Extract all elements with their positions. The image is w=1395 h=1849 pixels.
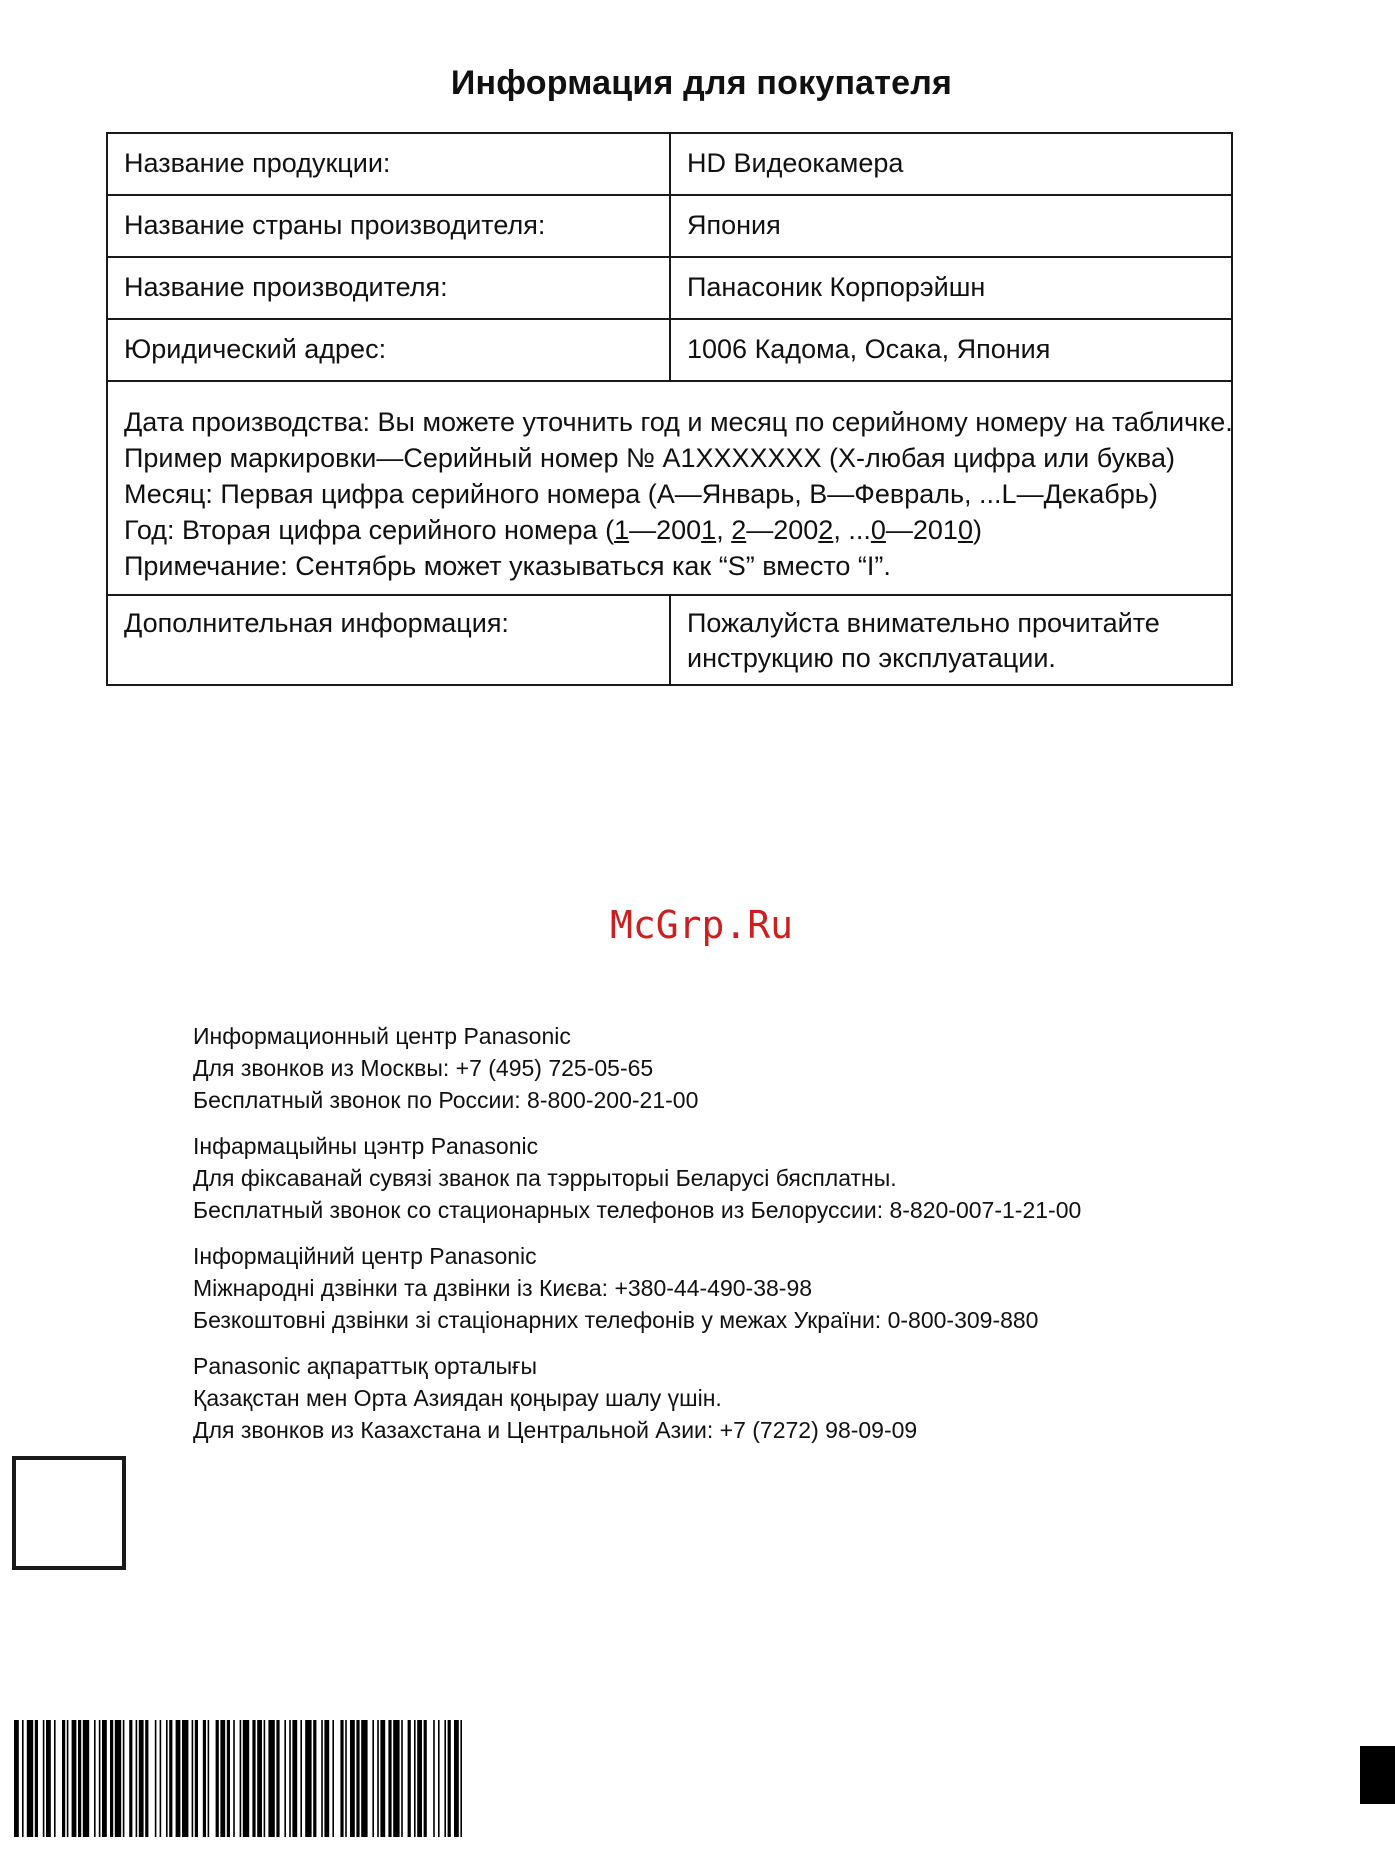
year-digit-underlined: 0 bbox=[957, 515, 973, 545]
barcode-bar bbox=[324, 1720, 329, 1837]
additional-value-line: Пожалуйста внимательно прочитайте bbox=[687, 608, 1160, 638]
barcode-bar bbox=[454, 1720, 459, 1837]
barcode-bar bbox=[305, 1720, 311, 1837]
barcode-bar bbox=[361, 1720, 367, 1837]
table-row bbox=[107, 133, 1232, 195]
barcode-bar bbox=[27, 1720, 33, 1837]
page-title: Информация для покупателя bbox=[450, 64, 953, 102]
barcode-bar bbox=[129, 1720, 132, 1837]
barcode-bar bbox=[276, 1720, 279, 1837]
barcode-bar bbox=[233, 1720, 235, 1837]
barcode-bar bbox=[292, 1720, 297, 1837]
year-line bbox=[124, 512, 1215, 548]
barcode-bar bbox=[401, 1720, 403, 1837]
contact-block-russia bbox=[193, 1020, 1081, 1116]
barcode-bar bbox=[155, 1720, 157, 1837]
barcode-bar bbox=[388, 1720, 391, 1837]
barcode-bar bbox=[414, 1720, 416, 1837]
barcode-bar bbox=[257, 1720, 262, 1837]
row-value: 1006 Кадома, Осака, Япония bbox=[670, 319, 1232, 381]
barcode-bar bbox=[102, 1720, 107, 1837]
barcode-bar bbox=[216, 1720, 219, 1837]
barcode-bar bbox=[166, 1720, 168, 1837]
year-text: —200 bbox=[746, 515, 819, 545]
barcode-bar bbox=[424, 1720, 427, 1837]
barcode-bar bbox=[227, 1720, 230, 1837]
watermark: McGrp.Ru bbox=[609, 903, 794, 947]
barcode-bar bbox=[433, 1720, 435, 1837]
barcode-bar bbox=[22, 1720, 24, 1837]
additional-value-line: инструкцию по эксплуатации. bbox=[687, 643, 1056, 674]
contact-line: Информационный центр Panasonic bbox=[193, 1023, 571, 1049]
barcode-bar bbox=[300, 1720, 302, 1837]
barcode-bar bbox=[145, 1720, 148, 1837]
barcode-bar bbox=[332, 1720, 334, 1837]
barcode-bar bbox=[35, 1720, 38, 1837]
contact-line: Інформаційний центр Panasonic bbox=[193, 1243, 537, 1269]
barcode-bar bbox=[345, 1720, 347, 1837]
year-text: —200 bbox=[629, 515, 702, 545]
year-digit-underlined: 1 bbox=[614, 515, 630, 545]
production-date-line: Дата производства: Вы можете уточнить год и месяц по серийному номеру на табличке. bbox=[124, 407, 1233, 437]
row-value: Панасоник Корпорэйшн bbox=[670, 257, 1232, 319]
barcode-bar bbox=[268, 1720, 274, 1837]
year-text: , bbox=[716, 515, 732, 545]
contact-line: Інфармацыйны цэнтр Panasonic bbox=[193, 1133, 539, 1159]
barcode-bar bbox=[393, 1720, 399, 1837]
barcode-bar bbox=[139, 1720, 144, 1837]
barcode-bar bbox=[372, 1720, 374, 1837]
table-row bbox=[107, 319, 1232, 381]
barcode-bar bbox=[123, 1720, 125, 1837]
row-label: Юридический адрес: bbox=[107, 319, 670, 381]
barcode-bar bbox=[208, 1720, 210, 1837]
contact-line: Бесплатный звонок со стационарных телефонов из Белоруссии: 8-820-007-1-21-00 bbox=[193, 1197, 1082, 1223]
customer-info-table bbox=[106, 132, 1233, 686]
barcode-bar bbox=[408, 1720, 411, 1837]
contact-line: Міжнародні дзвінки та дзвінки із Києва: +380-44-490-38-98 bbox=[193, 1275, 813, 1301]
barcode-bar bbox=[284, 1720, 286, 1837]
row-value: Япония bbox=[670, 195, 1232, 257]
row-label: Название продукции: bbox=[107, 133, 670, 195]
barcode-bar bbox=[444, 1720, 446, 1837]
barcode-bar bbox=[115, 1720, 121, 1837]
barcode-bar bbox=[220, 1720, 225, 1837]
row-label: Название производителя: bbox=[107, 257, 670, 319]
barcode-bar bbox=[460, 1720, 462, 1837]
contact-block-belarus bbox=[193, 1130, 1081, 1226]
contact-line: Для фіксаванай сувязі званок па тэррыторыі Беларусі бясплатны. bbox=[193, 1165, 897, 1191]
barcode-bar bbox=[438, 1720, 440, 1837]
barcode-bar bbox=[110, 1720, 113, 1837]
year-digit-underlined: 1 bbox=[701, 515, 717, 545]
barcode-bar bbox=[264, 1720, 266, 1837]
corner-mark bbox=[1360, 1746, 1395, 1804]
production-date-cell bbox=[107, 381, 1232, 595]
contact-line: Для звонков из Москвы: +7 (495) 725-05-65 bbox=[193, 1055, 654, 1081]
barcode-bar bbox=[83, 1720, 89, 1837]
contact-block-kazakhstan bbox=[193, 1350, 1081, 1446]
barcode-bar bbox=[195, 1720, 198, 1837]
barcode-bar bbox=[350, 1720, 355, 1837]
barcode-bar bbox=[289, 1720, 291, 1837]
table-row bbox=[107, 195, 1232, 257]
barcode-bar bbox=[67, 1720, 69, 1837]
barcode-bar bbox=[340, 1720, 343, 1837]
empty-stamp-box bbox=[12, 1456, 126, 1570]
barcode-bar bbox=[192, 1720, 194, 1837]
barcode-bar bbox=[243, 1720, 249, 1837]
barcode-bar bbox=[62, 1720, 65, 1837]
row-label: Дополнительная информация: bbox=[107, 595, 670, 685]
barcode-bar bbox=[377, 1720, 379, 1837]
barcode-bar bbox=[240, 1720, 242, 1837]
contact-line: Для звонков из Казахстана и Центральной Азии: +7 (7272) 98-09-09 bbox=[193, 1417, 918, 1443]
barcode-bar bbox=[54, 1720, 56, 1837]
marking-example-line: Пример маркировки—Серийный номер № A1XXXXXXX (X-любая цифра или буква) bbox=[124, 443, 1175, 473]
barcode-bar bbox=[252, 1720, 255, 1837]
barcode-bar bbox=[99, 1720, 101, 1837]
barcode-bar bbox=[72, 1720, 77, 1837]
month-line: Месяц: Первая цифра серийного номера (A—Январь, B—Февраль, ...L—Декабрь) bbox=[124, 479, 1158, 509]
year-digit-underlined: 2 bbox=[731, 515, 747, 545]
barcode-bar bbox=[417, 1720, 422, 1837]
barcode-bar bbox=[160, 1720, 162, 1837]
row-value bbox=[670, 595, 1232, 685]
note-line: Примечание: Сентябрь может указываться как “S” вместо “I”. bbox=[124, 551, 891, 581]
row-label: Название страны производителя: bbox=[107, 195, 670, 257]
barcode-bar bbox=[169, 1720, 172, 1837]
year-digit-underlined: 0 bbox=[870, 515, 886, 545]
contact-line: Panasonic ақпараттық орталығы bbox=[193, 1353, 538, 1379]
contact-line: Безкоштовні дзвінки зі стаціонарних телефонів у межах України: 0-800-309-880 bbox=[193, 1307, 1039, 1333]
barcode-bar bbox=[43, 1720, 45, 1837]
barcode-bar bbox=[14, 1720, 19, 1837]
barcode-bar bbox=[182, 1720, 188, 1837]
barcode-bar bbox=[176, 1720, 181, 1837]
barcode bbox=[14, 1720, 462, 1837]
year-text: , ... bbox=[833, 515, 871, 545]
contact-info bbox=[193, 1020, 1081, 1460]
year-text: ) bbox=[972, 515, 982, 545]
year-text: Год: Вторая цифра серийного номера ( bbox=[124, 515, 615, 545]
year-digit-underlined: 2 bbox=[818, 515, 834, 545]
barcode-bar bbox=[78, 1720, 81, 1837]
barcode-bar bbox=[448, 1720, 451, 1837]
barcode-bar bbox=[380, 1720, 385, 1837]
year-text: —201 bbox=[885, 515, 958, 545]
row-value: HD Видеокамера bbox=[670, 133, 1232, 195]
barcode-bar bbox=[321, 1720, 323, 1837]
barcode-bar bbox=[356, 1720, 359, 1837]
production-date-row bbox=[107, 381, 1232, 595]
barcode-bar bbox=[46, 1720, 51, 1837]
barcode-bar bbox=[313, 1720, 316, 1837]
contact-line: Бесплатный звонок по России: 8-800-200-21-00 bbox=[193, 1087, 699, 1113]
barcode-bar bbox=[203, 1720, 206, 1837]
table-row bbox=[107, 257, 1232, 319]
contact-line: Қазақстан мен Орта Азиядан қоңырау шалу үшін. bbox=[193, 1385, 722, 1411]
barcode-bar bbox=[94, 1720, 96, 1837]
contact-block-ukraine bbox=[193, 1240, 1081, 1336]
barcode-bar bbox=[136, 1720, 138, 1837]
table-row bbox=[107, 595, 1232, 685]
